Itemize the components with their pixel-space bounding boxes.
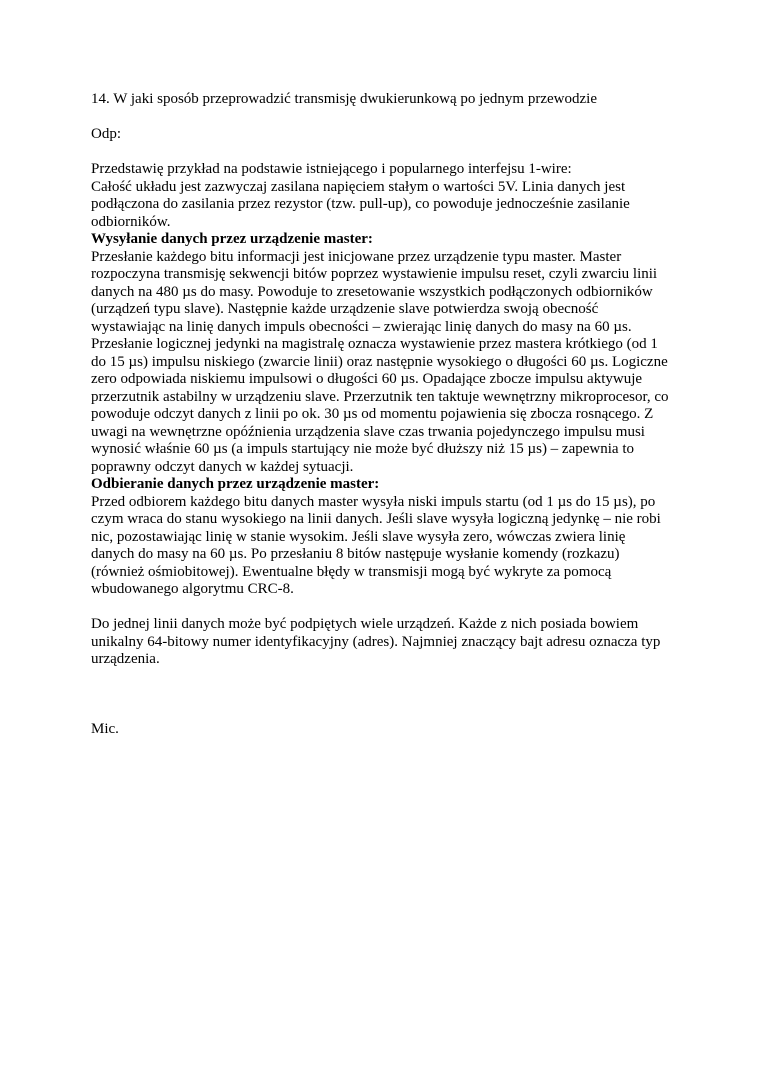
power-paragraph: Całość układu jest zazwyczaj zasilana napięciem stałym o wartości 5V. Linia danych jest podłączona do zasilania przez rezystor (tzw. pull-up), co powoduje jednocześnie zasilanie odbiorników.	[91, 178, 630, 230]
answer-label: Odp:	[91, 126, 121, 142]
document-page	[91, 91, 671, 738]
spacer	[91, 144, 671, 162]
receiving-paragraph: Przed odbiorem każdego bitu danych master wysyła niski impuls startu (od 1 µs do 15 µs), po czym wraca do stanu wysokiego na linii danych. Jeśli slave wysyła logiczną jedynkę – nie robi nic, pozostawiając linię w stanie wysokim. Jeśli slave wysyła zero, wówczas zwiera linię danych do masy na 60 µs. Po przesłaniu 8 bitów następuje wysłanie komendy (rozkazu) (również ośmiobitowej). Ewentualne błędy w transmisji mogą być wykryte za pomocą wbudowanego algorytmu CRC-8.	[91, 493, 661, 597]
question-heading: 14. W jaki sposób przeprowadzić transmisję dwukierunkową po jednym przewodzie	[91, 91, 597, 107]
sending-paragraph: Przesłanie każdego bitu informacji jest inicjowane przez urządzenie typu master. Master rozpoczyna transmisję sekwencji bitów poprzez wystawienie impulsu reset, czyli zwarciu linii danych na 480 µs do masy. Powoduje to zresetowanie wszystkich podłączonych odbiorników (urządzeń typu slave). Następnie każde urządzenie slave potwierdza swoją obecność wystawiając na linię danych impuls obecności – zwierając linię danych do masy na 60 µs. Przesłanie logicznej jedynki na magistralę oznacza wystawienie przez mastera krótkiego (od 1 do 15 µs) impulsu niskiego (zwarcie linii) oraz następnie wysokiego o długości 60 µs. Logiczne zero odpowiada niskiemu impulsowi o długości 60 µs. Opadające zbocze impulsu aktywuje przerzutnik astabilny w urządzeniu slave. Przerzutnik ten taktuje wewnętrzny mikroprocesor, co powoduje odczyt danych z linii po ok. 30 µs od momentu pojawienia się zbocza rosnącego. Z uwagi na wewnętrzne opóźnienia urządzenia slave czas trwania pojedynczego impulsu musi wynosić właśnie 60 µs (a impuls startujący nie może być dłuższy niż 15 µs) – zapewnia to poprawny odczyt danych w każdej sytuacji.	[91, 248, 669, 475]
spacer	[91, 669, 671, 721]
signature: Mic.	[91, 720, 119, 737]
intro-text: Przedstawię przykład na podstawie istniejącego i popularnego interfejsu 1-wire:	[91, 161, 572, 177]
spacer	[91, 599, 671, 617]
sending-heading: Wysyłanie danych przez urządzenie master:	[91, 231, 373, 247]
devices-paragraph: Do jednej linii danych może być podpiętych wiele urządzeń. Każde z nich posiada bowiem unikalny 64-bitowy numer identyfikacyjny (adres). Najmniej znaczący bajt adresu oznacza typ urządzenia.	[91, 616, 661, 667]
spacer	[91, 109, 671, 127]
receiving-heading: Odbieranie danych przez urządzenie master:	[91, 476, 380, 492]
